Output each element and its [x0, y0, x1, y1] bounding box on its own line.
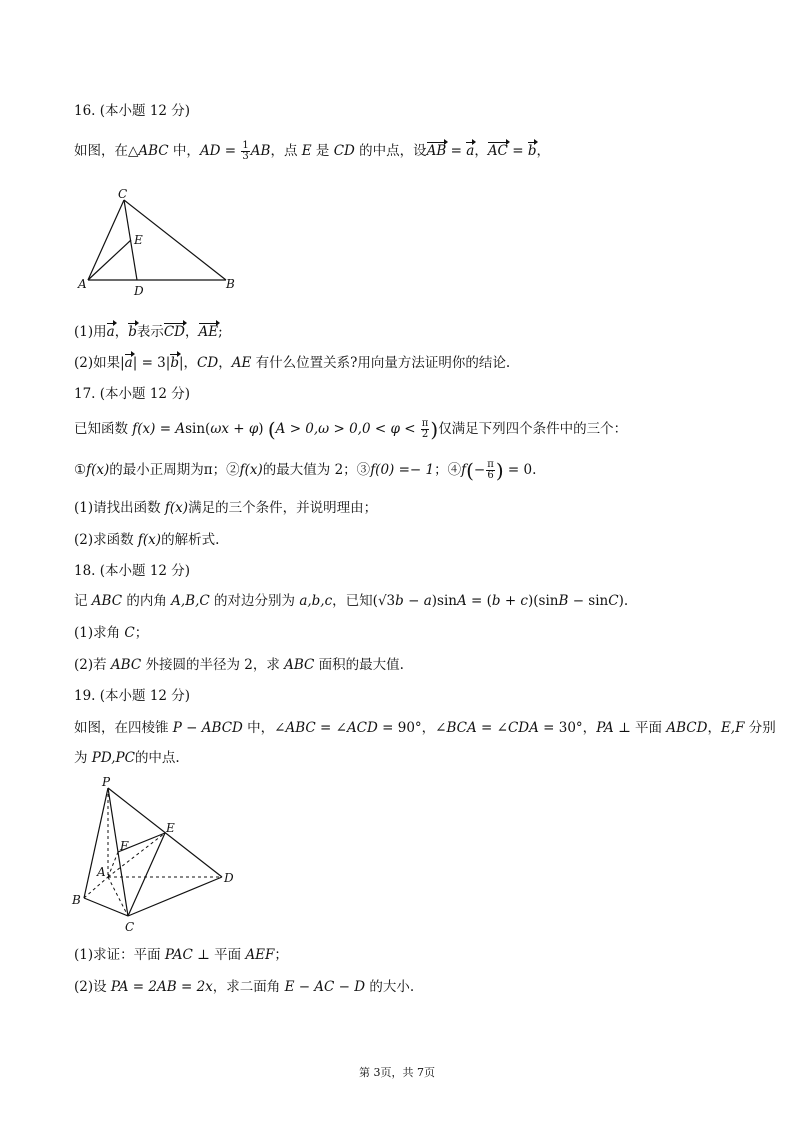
text: BCA — [446, 720, 477, 736]
text: E — [301, 143, 312, 159]
q16-intro — [74, 141, 550, 162]
q18-part2 — [74, 655, 404, 675]
text: PD,PC — [91, 750, 135, 766]
text: (1)用 — [74, 324, 107, 340]
q19-intro-cont — [74, 748, 180, 768]
q17-header: 17. (本小题 12 分) — [74, 386, 191, 402]
text: 记 — [74, 593, 92, 609]
text: 的解析式. — [161, 532, 220, 548]
text: f(x) — [164, 500, 189, 516]
text: (2)求函数 — [74, 532, 138, 548]
vector-a: a — [466, 143, 475, 159]
text: (1)求证：平面 — [74, 947, 165, 963]
text: 中，∠ — [242, 720, 286, 736]
vector-cd: CD — [163, 324, 185, 340]
text: P − ABCD — [172, 720, 243, 736]
label-a: A — [78, 277, 87, 291]
text: CD — [197, 355, 219, 371]
denominator: 6 — [487, 470, 494, 481]
q18-part1 — [74, 623, 148, 643]
text: (2)如果| — [74, 355, 125, 371]
text: f(0) =− 1 — [370, 462, 435, 478]
text: A,B,C — [171, 593, 210, 609]
q17-part2 — [74, 530, 219, 550]
text: sin( — [185, 421, 211, 437]
vector-b: b — [170, 355, 179, 371]
text: ；④ — [434, 462, 462, 478]
label-e: E — [134, 233, 143, 247]
text: (2)若 — [74, 657, 111, 673]
fraction-one-third — [241, 141, 249, 162]
text: = 30°， — [538, 720, 597, 736]
q19-intro — [74, 718, 776, 738]
text: 分别 — [744, 720, 776, 736]
text: (1)求角 — [74, 625, 125, 641]
q16-part1 — [74, 322, 223, 342]
numerator: π — [421, 418, 429, 429]
text: 仅满足下列四个条件中的三个： — [438, 421, 628, 437]
text: ， — [536, 143, 550, 159]
numerator: 1 — [242, 140, 249, 151]
text: f(x) — [239, 462, 263, 478]
text: ACD — [346, 720, 378, 736]
paren: ( — [466, 458, 474, 483]
text: ； — [274, 947, 288, 963]
text: a,b,c — [299, 593, 333, 609]
text: = — [507, 143, 528, 159]
text: (1)请找出函数 — [74, 500, 165, 516]
text: ABC — [91, 593, 123, 609]
sqrt-3: √3 — [377, 593, 396, 609]
label-b: B — [72, 893, 81, 907]
text: ⊥ 平面 — [192, 947, 246, 963]
text: = 0. — [503, 462, 537, 478]
text: ， — [114, 324, 129, 340]
pyramid-figure — [70, 776, 250, 938]
text: AB — [250, 143, 271, 159]
text: = 90°，∠ — [377, 720, 447, 736]
q17-conditions — [74, 460, 536, 481]
text: ABCD — [666, 720, 708, 736]
q19-part2 — [74, 977, 414, 997]
text: ABC — [110, 657, 142, 673]
text: ωx + φ — [210, 421, 259, 437]
text: ， — [185, 324, 199, 340]
q16-header: 16. (本小题 12 分) — [74, 103, 191, 119]
text: PAC — [164, 947, 193, 963]
text: )(sin — [528, 593, 559, 609]
text: ) — [258, 421, 268, 437]
vector-b: b — [527, 143, 537, 159]
vector-ae: AE — [198, 324, 219, 340]
text: 是 — [311, 143, 334, 159]
text: 的大小. — [365, 979, 415, 995]
text: 的最小正周期为π；② — [109, 462, 240, 478]
text: = ( — [466, 593, 492, 609]
text: PA = 2AB = 2x — [110, 979, 213, 995]
label-d: D — [224, 871, 234, 885]
paren: ) — [495, 458, 504, 483]
q18-intro — [74, 591, 628, 611]
text: 已知函数 — [74, 421, 133, 437]
text: ABC — [284, 657, 315, 673]
vector-ab: AB — [426, 143, 447, 159]
numerator: π — [487, 459, 494, 470]
label-e: E — [166, 821, 175, 835]
page-footer: 第 3页，共 7页 — [359, 1066, 435, 1079]
vector-a: a — [124, 355, 133, 371]
text: 表示 — [136, 324, 164, 340]
triangle-abc-figure — [74, 186, 254, 298]
label-f: F — [120, 839, 129, 853]
text: 满足的三个条件，并说明理由； — [188, 500, 378, 516]
label-c: C — [118, 187, 128, 201]
label-a: A — [97, 865, 106, 879]
text: f(x) = A — [132, 421, 186, 437]
text: f(x) — [137, 532, 162, 548]
denominator: 2 — [421, 429, 429, 440]
text: ， — [707, 720, 721, 736]
text: = — [220, 143, 241, 159]
label-b: B — [226, 277, 235, 291]
denominator: 3 — [242, 151, 249, 162]
text: ; — [218, 324, 223, 340]
text: 有什么位置关系?用向量方法证明你的结论. — [251, 355, 511, 371]
text: B — [558, 593, 569, 609]
text: AEF — [245, 947, 275, 963]
text: 的内角 — [122, 593, 172, 609]
text: b − a — [395, 593, 432, 609]
text: CDA — [507, 720, 539, 736]
text: 外接圆的半径为 2，求 — [141, 657, 285, 673]
text: − — [473, 462, 486, 478]
text: 的最大值为 2；③ — [262, 462, 371, 478]
text: 的中点. — [134, 750, 180, 766]
text: 的对边分别为 — [209, 593, 300, 609]
fraction-pi-over-6 — [486, 460, 495, 481]
q17-intro — [74, 419, 627, 440]
text: E − AC − D — [284, 979, 366, 995]
text: ，点 — [270, 143, 302, 159]
text: C — [124, 625, 135, 641]
text: AE — [231, 355, 252, 371]
text: ； — [134, 625, 149, 641]
text: (2)设 — [74, 979, 111, 995]
text: ① — [74, 462, 87, 478]
q16-part2 — [74, 353, 510, 373]
text: 面积的最大值. — [314, 657, 404, 673]
text: ABC — [285, 720, 316, 736]
vector-ac: AC — [487, 143, 508, 159]
text: | = 3| — [132, 355, 171, 371]
text: C — [608, 593, 619, 609]
text: A > 0,ω > 0,0 < φ < — [275, 421, 420, 437]
text: CD — [333, 143, 355, 159]
label-c: C — [125, 920, 135, 934]
text: = ∠ — [476, 720, 508, 736]
text: ⊥ 平面 — [613, 720, 667, 736]
text: 为 — [74, 750, 92, 766]
q18-header: 18. (本小题 12 分) — [74, 563, 191, 579]
text: ， — [474, 143, 488, 159]
text: ). — [618, 593, 629, 609]
text: AD — [199, 143, 221, 159]
fraction-pi-over-2 — [421, 419, 430, 440]
label-d: D — [134, 284, 144, 298]
text: 中， — [168, 143, 200, 159]
text: b + c — [491, 593, 528, 609]
q19-header: 19. (本小题 12 分) — [74, 688, 191, 704]
text: = — [446, 143, 467, 159]
text: 如图，在 — [74, 143, 128, 159]
triangle-symbol: △ — [128, 143, 139, 159]
text: ， — [218, 355, 232, 371]
text: 的中点，设 — [354, 143, 427, 159]
text: f — [461, 462, 467, 478]
paren: ) — [430, 417, 439, 442]
text: A — [456, 593, 467, 609]
q17-part1 — [74, 498, 377, 518]
paren: ( — [267, 417, 276, 442]
text: f(x) — [86, 462, 110, 478]
text: = ∠ — [315, 720, 347, 736]
vector-b: b — [128, 324, 137, 340]
text: E,F — [720, 720, 745, 736]
text: ABC — [138, 143, 169, 159]
label-p: P — [102, 776, 111, 789]
text: ，已知( — [332, 593, 378, 609]
vector-a: a — [106, 324, 115, 340]
text: 如图，在四棱锥 — [74, 720, 173, 736]
text: )sin — [431, 593, 457, 609]
text: − sin — [568, 593, 609, 609]
text: PA — [596, 720, 614, 736]
q19-part1 — [74, 945, 288, 965]
text: |， — [178, 355, 198, 371]
text: ，求二面角 — [212, 979, 285, 995]
